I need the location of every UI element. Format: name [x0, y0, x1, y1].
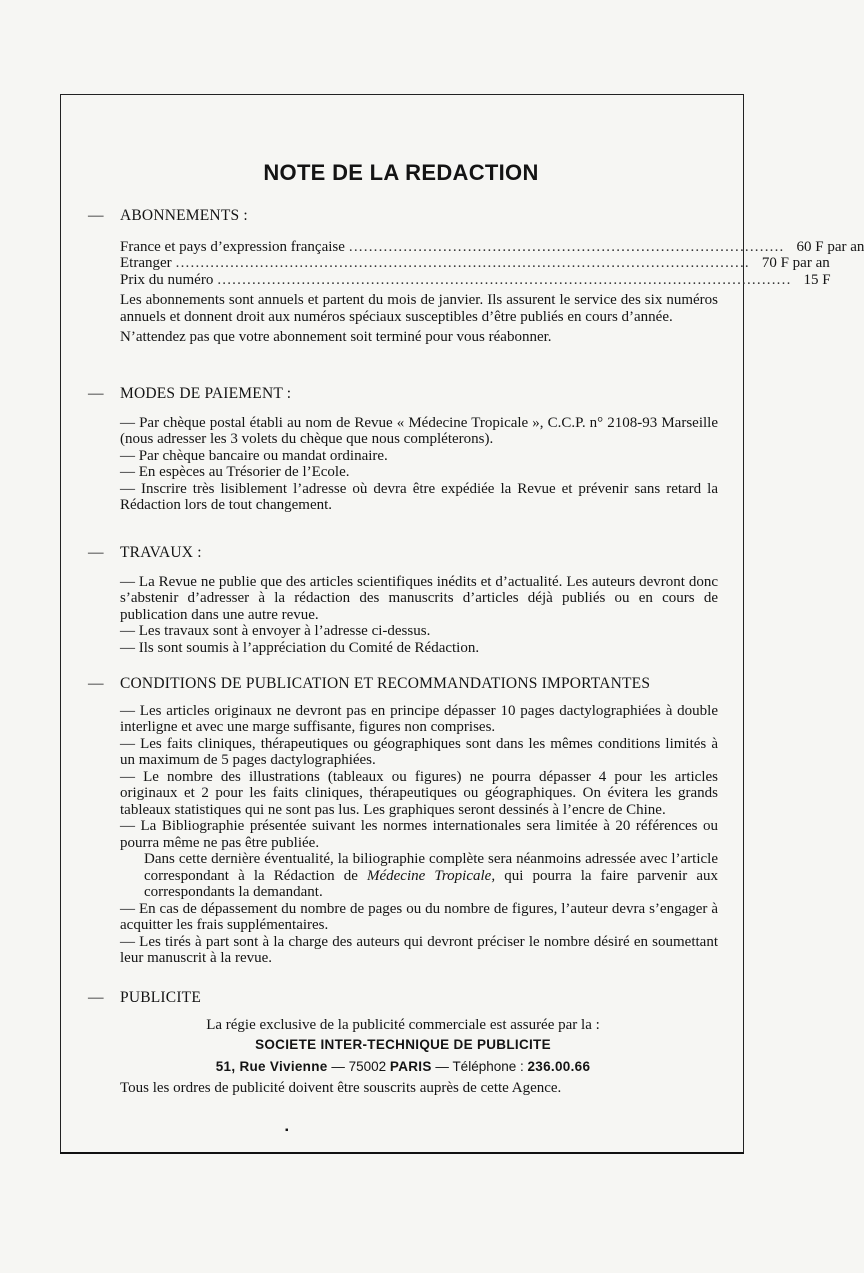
price-row [120, 238, 864, 256]
page-title: NOTE DE LA REDACTION [263, 160, 539, 185]
agency-name: SOCIETE INTER-TECHNIQUE DE PUBLICITE [255, 1037, 551, 1052]
biblio-text: Dans cette dernière éventualité, la biliographie complète sera néanmoins adressée avec l’article correspondant à la Rédaction de [144, 851, 718, 884]
price-row [120, 271, 831, 289]
list-item: — La Revue ne publie que des articles scientifiques inédits et d’actualité. Les auteurs devront donc s’abstenir d’adresser à la rédaction des manuscrits d’articles déjà publiés ou en cours de publication dans une autre revue. [120, 573, 718, 623]
payment-list [120, 415, 718, 514]
section-conditions [88, 676, 718, 967]
biblio-text: qui pourra la faire parvenir aux correspondants la demandant. [144, 867, 719, 900]
agency-address: 51, Rue Vivienne — 75002 PARIS — Téléphone : 236.00.66 [215, 1058, 591, 1074]
list-item: — Le nombre des illustrations (tableaux ou figures) ne pourra dépasser 4 pour les articles originaux et 2 pour les faits cliniques, thérapeutiques ou géographiques. On évitera les grands tableaux statistiques qui ne sont pas lus. Les graphiques seront dessinés à l’encre de Chine. [120, 768, 718, 818]
list-item: — Par chèque bancaire ou mandat ordinaire. [120, 447, 388, 464]
list-item: — Inscrire très lisiblement l’adresse où devra être expédiée la Revue et prévenir sans retard la Rédaction lors de tout changement. [120, 480, 718, 513]
list-item: — Les articles originaux ne devront pas en principe dépasser 10 pages dactylographiées à double interligne et avec une marge suffisante, figures non comprises. [120, 702, 718, 735]
stray-mark: ▪ [285, 1125, 289, 1136]
postal-code: 75002 [348, 1058, 387, 1074]
heading-text: ABONNEMENTS : [120, 207, 248, 224]
bibliography-note [120, 851, 718, 901]
price-value: 60 F par an [796, 238, 864, 255]
price-label: Prix du numéro [120, 271, 214, 288]
heading-text: TRAVAUX : [120, 544, 202, 561]
city: PARIS [389, 1058, 432, 1074]
price-value: 15 F [803, 271, 831, 288]
travaux-list [120, 574, 718, 657]
list-item: — Par chèque postal établi au nom de Revue « Médecine Tropicale », C.C.P. n° 2108-93 Marseille (nous adresser les 3 volets du chèque que nous compléterons). [120, 414, 718, 447]
renewal-reminder: N’attendez pas que votre abonnement soit terminé pour vous réabonner. [120, 329, 552, 345]
list-item: — Ils sont soumis à l’appréciation du Comité de Rédaction. [120, 639, 480, 656]
dot-leader: .................................................................................................................... [217, 271, 792, 288]
phone-label: Téléphone : [452, 1058, 524, 1074]
closing-note: Tous les ordres de publicité doivent être souscrits auprès de cette Agence. [120, 1080, 562, 1096]
dot-leader: ........................................................................................ [348, 238, 785, 255]
heading-text: PUBLICITE [120, 989, 202, 1006]
section-heading: — TRAVAUX : [88, 544, 202, 561]
price-label: Etranger [120, 255, 172, 271]
conditions-list [120, 703, 718, 967]
price-row [120, 255, 830, 272]
bottom-rule [60, 1152, 744, 1154]
section-publicite [88, 990, 718, 1097]
section-travaux [88, 545, 718, 656]
price-list [120, 238, 864, 346]
price-label: France et pays d’expression française [120, 238, 345, 255]
list-item: — En espèces au Trésorier de l’Ecole. [120, 464, 350, 480]
section-heading: — PUBLICITE [88, 989, 202, 1006]
section-heading: — MODES DE PAIEMENT : [88, 385, 292, 402]
section-paiement [88, 386, 718, 514]
list-item: — Les travaux sont à envoyer à l’adresse ci-dessus. [120, 623, 431, 639]
phone-number: 236.00.66 [527, 1058, 591, 1074]
subscription-note: Les abonnements sont annuels et partent du mois de janvier. Ils assurent le service des six numéros annuels et donnent droit aux numéros spéciaux susceptibles d’être publiés en cours d’année. [120, 292, 718, 325]
agency-intro: La régie exclusive de la publicité commerciale est assurée par la : [206, 1016, 600, 1033]
price-value: 70 F par an [761, 255, 830, 271]
section-abonnements [88, 207, 864, 346]
list-item: — Les tirés à part sont à la charge des auteurs qui devront préciser le nombre désiré en soumettant leur manuscrit à la revue. [120, 933, 718, 966]
list-item: — En cas de dépassement du nombre de pages ou du nombre de figures, l’auteur devra s’engager à acquitter les frais supplémentaires. [120, 900, 718, 933]
journal-name: Médecine Tropicale, [366, 867, 496, 884]
section-heading: — CONDITIONS DE PUBLICATION ET RECOMMANDATIONS IMPORTANTES [88, 675, 651, 692]
list-item: — La Bibliographie présentée suivant les normes internationales sera limitée à 20 références ou pourra même ne pas être publiée. [120, 818, 718, 851]
heading-text: CONDITIONS DE PUBLICATION ET RECOMMANDATIONS IMPORTANTES [120, 675, 651, 692]
street: 51, Rue Vivienne [215, 1058, 328, 1074]
heading-text: MODES DE PAIEMENT : [120, 385, 292, 402]
publicite-body [88, 1017, 718, 1097]
section-heading: — ABONNEMENTS : [88, 207, 248, 224]
dot-leader: .................................................................................................................... [175, 255, 750, 271]
list-item: — Les faits cliniques, thérapeutiques ou géographiques sont dans les mêmes conditions limités à un maximum de 5 pages dactylographiées. [120, 735, 718, 768]
